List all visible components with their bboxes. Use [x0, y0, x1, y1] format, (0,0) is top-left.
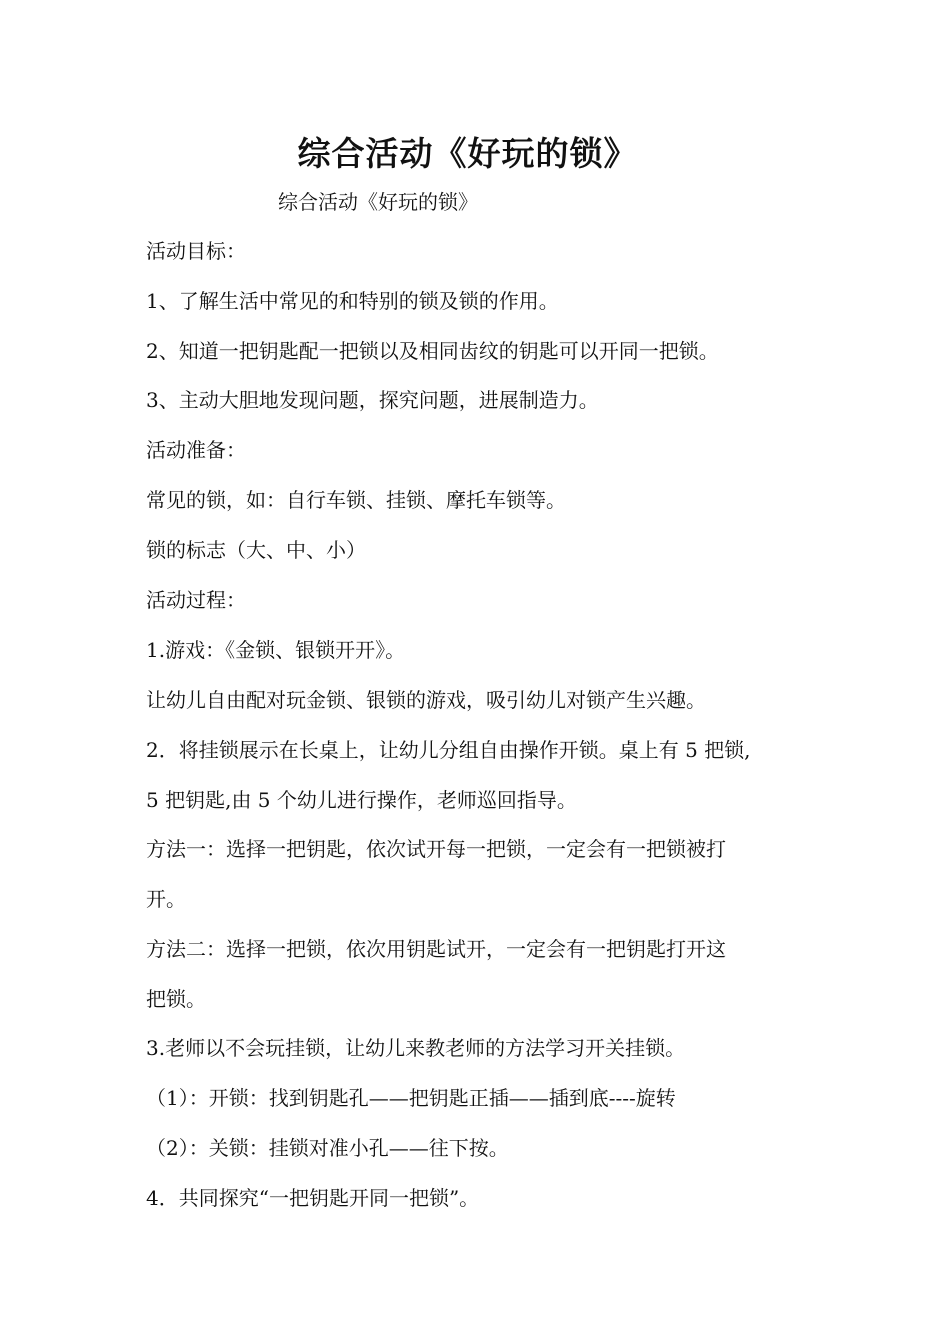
text-line: 1.游戏：《金锁、银锁开开》。	[146, 638, 406, 662]
document-subtitle: 综合活动《好玩的锁》	[278, 190, 478, 214]
text-line: 3.老师以不会玩挂锁，让幼儿来教老师的方法学习开关挂锁。	[146, 1036, 686, 1060]
text-line: 锁的标志（大、中、小）	[146, 538, 366, 562]
text-line: 把锁。	[146, 987, 206, 1011]
text-line: 方法一：选择一把钥匙，依次试开每一把锁，一定会有一把锁被打	[146, 837, 726, 861]
document-title: 综合活动《好玩的锁》	[297, 134, 638, 173]
text-line: 活动准备：	[146, 438, 246, 462]
text-line: 开。	[146, 887, 186, 911]
text-line: 活动过程：	[146, 588, 246, 612]
text-line: 4．共同探究“一把钥匙开同一把锁”。	[146, 1186, 480, 1210]
text-line: 2．将挂锁展示在长桌上，让幼儿分组自由操作开锁。桌上有 5 把锁,	[146, 738, 751, 762]
text-line: 2、知道一把钥匙配一把锁以及相同齿纹的钥匙可以开同一把锁。	[146, 339, 719, 363]
text-line: 5 把钥匙,由 5 个幼儿进行操作，老师巡回指导。	[146, 788, 577, 812]
text-line: （1）：开锁：找到钥匙孔——把钥匙正插——插到底----旋转	[146, 1086, 676, 1110]
text-line: 方法二：选择一把锁，依次用钥匙试开，一定会有一把钥匙打开这	[146, 937, 726, 961]
text-line: 3、主动大胆地发现问题，探究问题，进展制造力。	[146, 388, 599, 412]
text-line: 让幼儿自由配对玩金锁、银锁的游戏，吸引幼儿对锁产生兴趣。	[146, 688, 706, 712]
text-line: 活动目标：	[146, 239, 246, 263]
text-line: 1、了解生活中常见的和特别的锁及锁的作用。	[146, 289, 559, 313]
text-line: （2）：关锁：挂锁对准小孔——往下按。	[146, 1136, 509, 1160]
text-line: 常见的锁，如：自行车锁、挂锁、摩托车锁等。	[146, 488, 566, 512]
